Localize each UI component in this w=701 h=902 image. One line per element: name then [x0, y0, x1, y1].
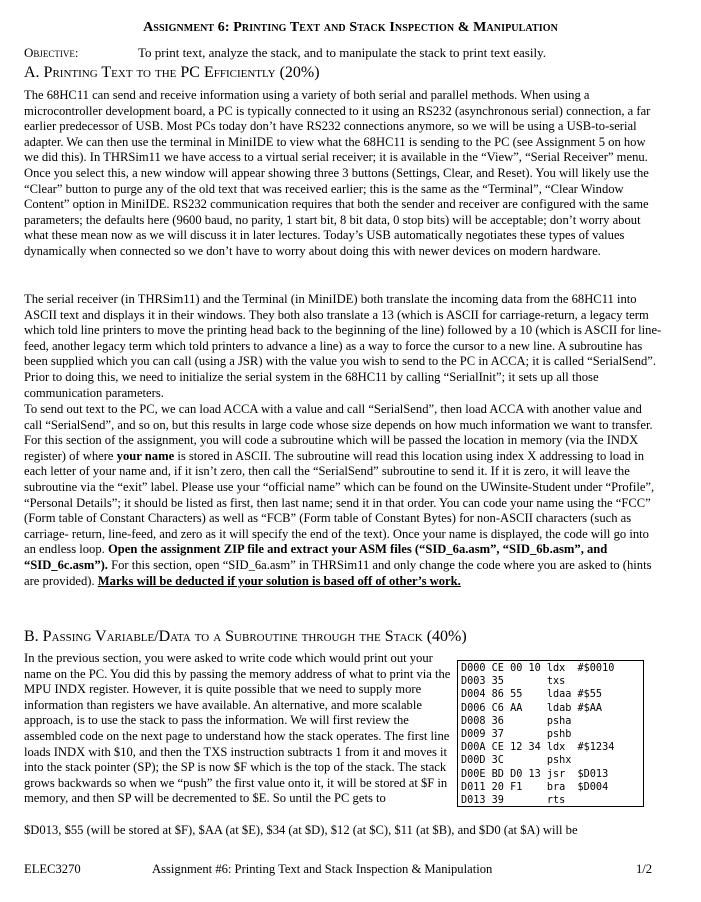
objective-label: Objective:: [24, 45, 79, 60]
code-line: D011 20 F1 bra $D004: [461, 781, 609, 793]
code-line: D013 39 rts: [461, 794, 566, 806]
plagiarism-warning: Marks will be deducted if your solution is based off of other’s work.: [97, 573, 461, 588]
section-a-paragraph-3: [24, 402, 662, 589]
footer-page-number: 1/2: [636, 862, 653, 876]
section-b-heading: B. Passing Variable/Data to a Subroutine through the Stack (40%): [24, 628, 467, 645]
section-a-paragraph-1: The 68HC11 can send and receive information using a variety of both serial and parallel methods. When using a microcontroller development board, a PC is typically connected to it using an RS232 (asynchronous serial) connection, a far earlier predecessor of USB. Most PCs today don’t have RS232 connections anymore, so we will be using a USB-to-serial adapter. We can then use the terminal in MiniIDE to view what the 68HC11 is sending to the PC (see Assignment 5 on how we did this). In THRSim11 we have access to a virtual serial receiver; it is available in the “View”, “Serial Receiver” menu. Once you select this, a new window will appear showing three 3 buttons (Settings, Clear, and Reset). You will likely use the “Clear” button to purge any of the old text that was received earlier; this is the same as the “Terminal”, “Clear Window Content” option in MiniIDE. RS232 communication requires that both the sender and receiver are configured with the same parameters; the defaults here (9600 baud, no parity, 1 start bit, 8 bit data, 0 stop bits) will be acceptable; don’t worry about what these mean now as we will discuss it in later lectures. Today’s USB automatically negotiates these types of values dynamically when connected so we don’t have to worry about doing this with newer devices on modern hardware.: [24, 88, 651, 258]
emphasis-your-name: your name: [116, 448, 175, 463]
paragraph-text: For this section, open “SID_6a.asm” in THRSim11 and only change the code where you are asked to (hints are provided).: [24, 557, 652, 588]
document-title: Assignment 6: Printing Text and Stack Inspection & Manipulation: [143, 20, 558, 35]
paragraph-text: is stored in ASCII. The subroutine will read this location using index X addressing to load in each letter of your name and, if it isn’t zero, then call the “SerialSend” subroutine to send it. If it is zero, it will leave the subroutine via the “exit” label. Please use your “official name” which can be found on the UWinsite-Student under “Profile”, “Personal Details”; it should be listed as first, then last name; send it in that order. You can code your name using the “FCC” (Form table of Constant Characters) as well as “FCB” (Form table of Constant Bytes) for non-ASCII characters (such as carriage- return, line-feed, and zero as it will specify the end of the text). Once your name is displayed, the code will go into an endless loop.: [24, 448, 655, 557]
code-line: D006 C6 AA ldab #$AA: [461, 702, 603, 714]
footer-document-title: Assignment #6: Printing Text and Stack Inspection & Manipulation: [152, 862, 493, 876]
section-b-continuation: $D013, $55 (will be stored at $F), $AA (at $E), $34 (at $D), $12 (at $C), $11 (at $B), and $D0 (at $A) will be: [24, 823, 578, 837]
emphasis-zip-instruction: Open the assignment ZIP file and extract your ASM files (“SID_6a.asm”, “SID_6b.asm”, and “SID_6c.asm”).: [24, 542, 608, 572]
code-line: D00E BD D0 13 jsr $D013: [461, 768, 609, 780]
paragraph-text: To send out text to the PC, we can load ACCA with a value and call “SerialSend”, then load ACCA with another value and call “SerialSend”, and so on, but this results in large code whose size depends on how much information we want to transfer. For this section of the assignment, you will code a subroutine which will be passed the location in memory (via the INDX register) of where: [24, 402, 653, 463]
code-line: D004 86 55 ldaa #$55: [461, 689, 603, 701]
code-line: D00A CE 12 34 ldx #$1234: [461, 742, 615, 754]
objective-text: To print text, analyze the stack, and to manipulate the stack to print text easily.: [138, 45, 546, 60]
code-line: D009 37 pshb: [461, 728, 572, 740]
code-line: D008 36 psha: [461, 715, 572, 727]
section-a-heading: A. Printing Text to the PC Efficiently (20%): [24, 64, 320, 81]
section-a-paragraph-2: The serial receiver (in THRSim11) and the Terminal (in MiniIDE) both translate the incoming data from the 68HC11 into ASCII text and displays it in their windows. They both also translate a 13 (which is ASCII for carriage-return, a legacy term which told line printers to move the printing head back to the beginning of the line) followed by a 10 (which is ASCII for line-feed, another legacy term which told printers to advance a line) as a way to force the cursor to a new line. A subroutine has been supplied which you can call (using a JSR) with the value you wish to send to the PC in ACCA; it is called “SerialSend”. Prior to doing this, we need to initialize the serial system in the 68HC11 by calling “SerialInit”; it sets up all those communication parameters.: [24, 292, 662, 400]
code-line: D000 CE 00 10 ldx #$0010: [461, 663, 615, 674]
assembly-code-listing: [457, 660, 644, 807]
code-line: D003 35 txs: [461, 676, 566, 688]
code-line: D00D 3C pshx: [461, 755, 572, 767]
footer-course-code: ELEC3270: [24, 862, 81, 876]
section-b-paragraph-1: In the previous section, you were asked to write code which would print out your name on the PC. You did this by passing the memory address of what to print via the MPU INDX register. However, it is quite possible that we need to supply more information than registers we have available. An alternative, and more scalable approach, is to use the stack to pass the information. We will first review the assembled code on the next page to understand how the stack operates. The first line loads INDX with $10, and then the TXS instruction subtracts 1 from it and moves it into the stack pointer (SP); the SP is now $F which is the top of the stack. The stack grows backwards so when we “push” the first value onto it, it will be stored at $F in memory, and then SP will be decremented to $E. So until the PC gets to: [24, 651, 451, 806]
